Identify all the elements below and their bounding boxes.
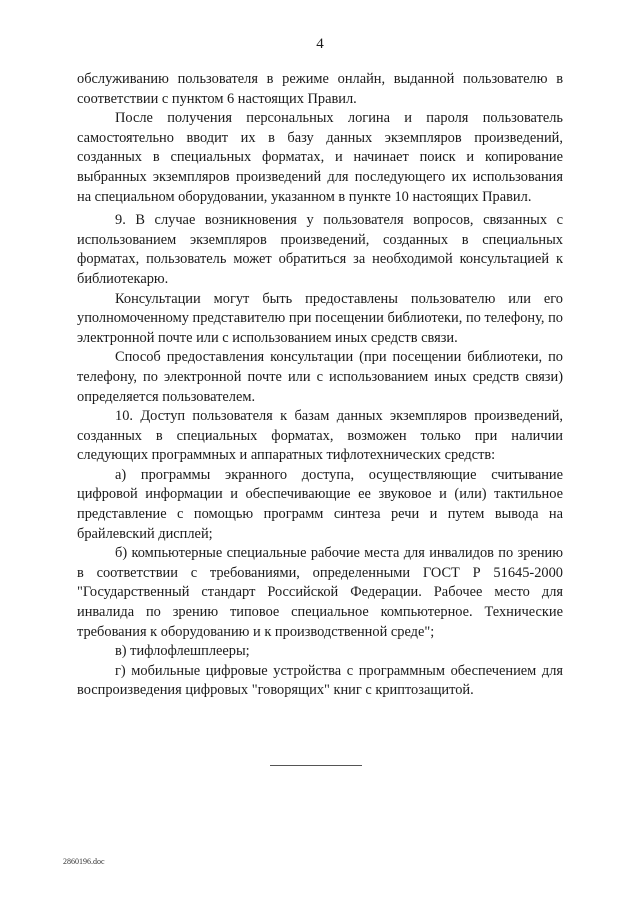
paragraph-login-password: После получения персональных логина и пароля пользователь самостоятельно вводит их в базу данных экземпляров произведений, созданных в специальных форматах, и начинает поиск и копирование выбранных экземпляров произведений для последующего их использования на специальном оборудовании, указанном в пункте 10 настоящих Правил. <box>77 110 563 205</box>
page-number: 4 <box>316 36 324 52</box>
paragraph-item-10g: г) мобильные цифровые устройства с программным обеспечением для воспроизведения цифровых "говорящих" книг с криптозащитой. <box>77 662 563 699</box>
paragraph-consultations: Консультации могут быть предоставлены пользователю или его уполномоченному представителю при посещении библиотеки, по телефону, по электронной почте или с использованием иных средств связи. <box>77 290 563 346</box>
paragraph-continuation: обслуживанию пользователя в режиме онлайн, выданной пользователю в соответствии с пунктом 6 настоящих Правил. <box>77 71 563 107</box>
paragraph-consultation-method: Способ предоставления консультации (при посещении библиотеки, по телефону, по электронной почте или с использованием иных средств связи) определяется пользователем. <box>77 349 563 405</box>
footer-filename: 2860196.doc <box>63 857 105 866</box>
paragraph-item-10b: б) компьютерные специальные рабочие места для инвалидов по зрению в соответствии с требованиями, определенными ГОСТ Р 51645-2000 "Государственный стандарт Российской Федерации. Рабочее место для инвалида по зрению типовое специальное компьютерное. Технические требования к оборудованию и к производственной среде"; <box>77 545 563 640</box>
document-body <box>77 70 563 701</box>
paragraph-item-10: 10. Доступ пользователя к базам данных экземпляров произведений, созданных в специальных форматах, возможен только при наличии следующих программных и аппаратных тифлотехнических средств: <box>77 408 563 464</box>
paragraph-item-10v: в) тифлофлешплееры; <box>115 643 250 660</box>
end-divider <box>270 765 362 766</box>
paragraph-item-9: 9. В случае возникновения у пользователя вопросов, связанных с использованием экземпляров произведений, созданных в специальных форматах, пользователь может обратиться за необходимой консультацией к библиотекарю. <box>77 212 563 287</box>
paragraph-item-10a: а) программы экранного доступа, осуществляющие считывание цифровой информации и обеспечивающие ее звуковое и (или) тактильное представление с помощью программ синтеза речи и путем вывода на брайлевский дисплей; <box>77 466 563 542</box>
